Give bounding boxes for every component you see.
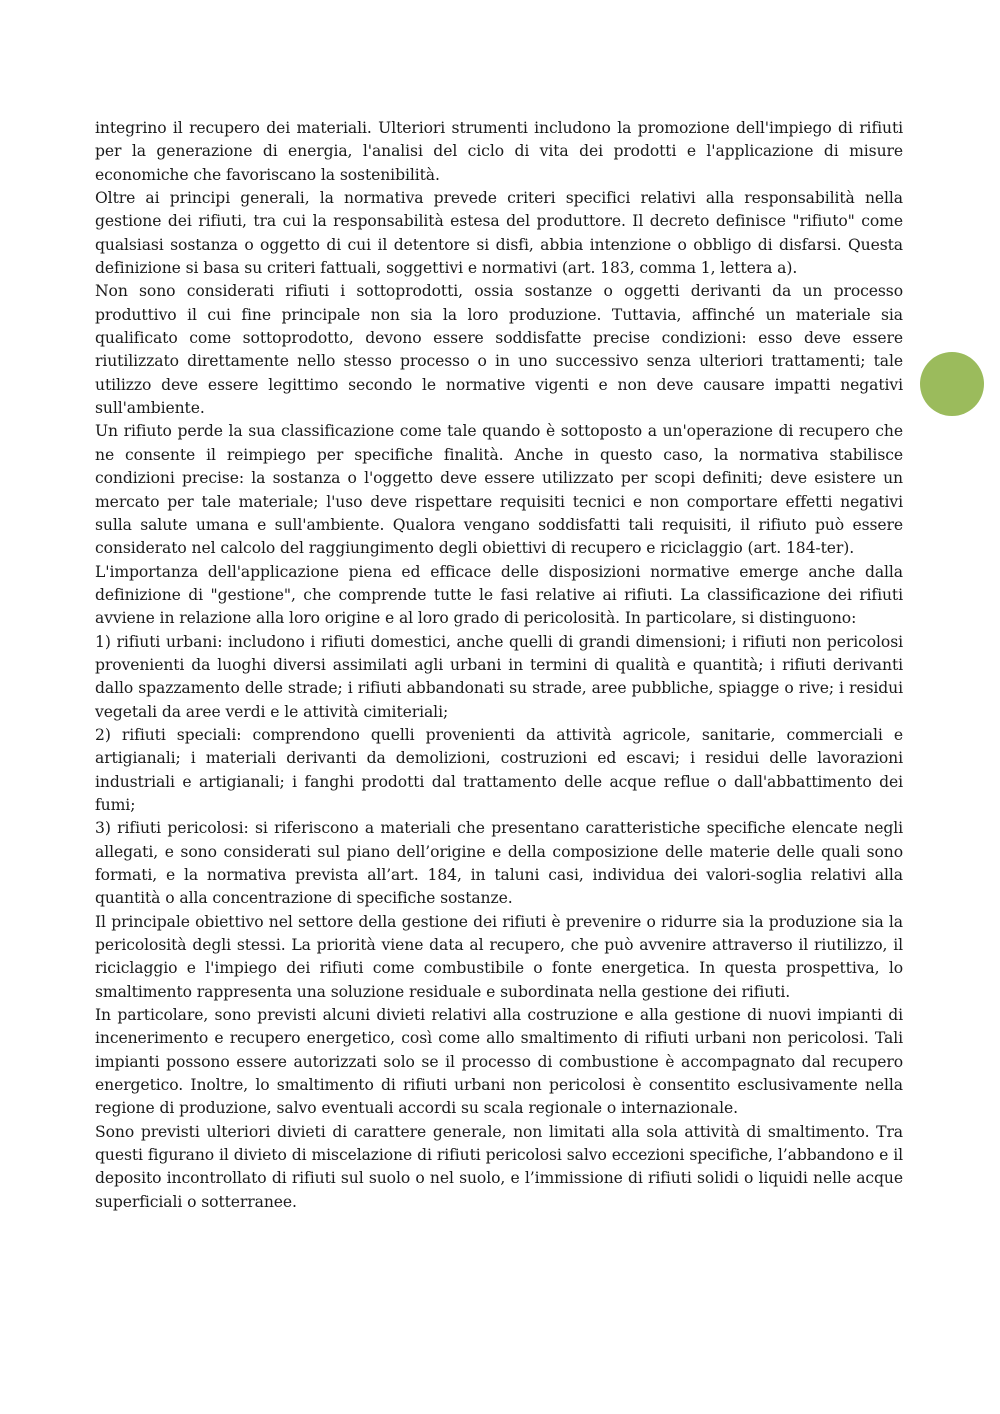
paragraph: Un rifiuto perde la sua classificazione come tale quando è sottoposto a un'operazione di recupero che ne consente il reimpiego per specifiche finalità. Anche in questo caso, la normativa stabilisce condizioni precise: la sostanza o l'oggetto deve essere utilizzato per scopi definiti; deve esistere un mercato per tale materiale; l'uso deve rispettare requisiti tecnici e non comportare effetti negativi sulla salute umana e sull'ambiente. Qualora vengano soddisfatti tali requisiti, il rifiuto può essere considerato nel calcolo del raggiungimento degli obiettivi di recupero e riciclaggio (art. 184-ter). (95, 422, 903, 558)
list-item: 2) rifiuti speciali: comprendono quelli provenienti da attività agricole, sanitarie, commerciali e artigianali; i materiali derivanti da demolizioni, costruzioni ed escavi; i residui delle lavorazioni industriali e artigianali; i fanghi prodotti dal trattamento delle acque reflue o dall'abbattimento dei fumi; (95, 725, 903, 814)
paragraph: L'importanza dell'applicazione piena ed efficace delle disposizioni normative emerge anche dalla definizione di "gestione", che comprende tutte le fasi relative ai rifiuti. La classificazione dei rifiuti avviene in relazione alla loro origine e al loro grado di pericolosità. In particolare, si distinguono: (95, 562, 903, 628)
paragraph: Il principale obiettivo nel settore della gestione dei rifiuti è prevenire o ridurre sia la produzione sia la pericolosità degli stessi. La priorità viene data al recupero, che può avvenire attraverso il riutilizzo, il riciclaggio e l'impiego dei rifiuti come combustibile o fonte energetica. In questa prospettiva, lo smaltimento rappresenta una soluzione residuale e subordinata nella gestione dei rifiuti. (95, 912, 903, 1001)
paragraph: Oltre ai principi generali, la normativa prevede criteri specifici relativi alla responsabilità nella gestione dei rifiuti, tra cui la responsabilità estesa del produttore. Il decreto definisce "rifiuto" come qualsiasi sostanza o oggetto di cui il detentore si disfi, abbia intenzione o obbligo di disfarsi. Questa definizione si basa su criteri fattuali, soggettivi e normativi (art. 183, comma 1, lettera a). (95, 189, 903, 278)
paragraph: Non sono considerati rifiuti i sottoprodotti, ossia sostanze o oggetti derivanti da un processo produttivo il cui fine principale non sia la loro produzione. Tuttavia, affinché un materiale sia qualificato come sottoprodotto, devono essere soddisfatte precise condizioni: esso deve essere riutilizzato direttamente nello stesso processo o in uno successivo senza ulteriori trattamenti; tale utilizzo deve essere legittimo secondo le normative vigenti e non deve causare impatti negativi sull'ambiente. (95, 282, 903, 418)
paragraph: integrino il recupero dei materiali. Ulteriori strumenti includono la promozione dell'impiego di rifiuti per la generazione di energia, l'analisi del ciclo di vita dei prodotti e l'applicazione di misure economiche che favoriscano la sostenibilità. (95, 119, 903, 184)
paragraph: In particolare, sono previsti alcuni divieti relativi alla costruzione e alla gestione di nuovi impianti di incenerimento e recupero energetico, così come allo smaltimento di rifiuti urbani non pericolosi. Tali impianti possono essere autorizzati solo se il processo di combustione è accompagnato dal recupero energetico. Inoltre, lo smaltimento di rifiuti urbani non pericolosi è consentito esclusivamente nella regione di produzione, salvo eventuali accordi su scala regionale o internazionale. (95, 1006, 903, 1118)
paragraph: Sono previsti ulteriori divieti di carattere generale, non limitati alla sola attività di smaltimento. Tra questi figurano il divieto di miscelazione di rifiuti pericolosi salvo eccezioni specifiche, l’abbandono e il deposito incontrollato di rifiuti sul suolo o nel suolo, e l’immissione di rifiuti solidi o liquidi nelle acque superficiali o sotterranee. (95, 1122, 903, 1211)
body-text (95, 117, 903, 1214)
list-item: 3) rifiuti pericolosi: si riferiscono a materiali che presentano caratteristiche specifiche elencate negli allegati, e sono considerati sul piano dell’origine e della composizione delle materie delle quali sono formati, e la normativa prevista all’art. 184, in taluni casi, individua dei valori-soglia relativi alla quantità o alla concentrazione di specifiche sostanze. (95, 819, 903, 908)
decorative-circle-marker (920, 352, 984, 416)
list-item: 1) rifiuti urbani: includono i rifiuti domestici, anche quelli di grandi dimensioni; i rifiuti non pericolosi provenienti da luoghi diversi assimilati agli urbani in termini di qualità e quantità; i rifiuti derivanti dallo spazzamento delle strade; i rifiuti abbandonati su strade, aree pubbliche, spiagge o rive; i residui vegetali da aree verdi e le attività cimiteriali; (95, 632, 903, 721)
